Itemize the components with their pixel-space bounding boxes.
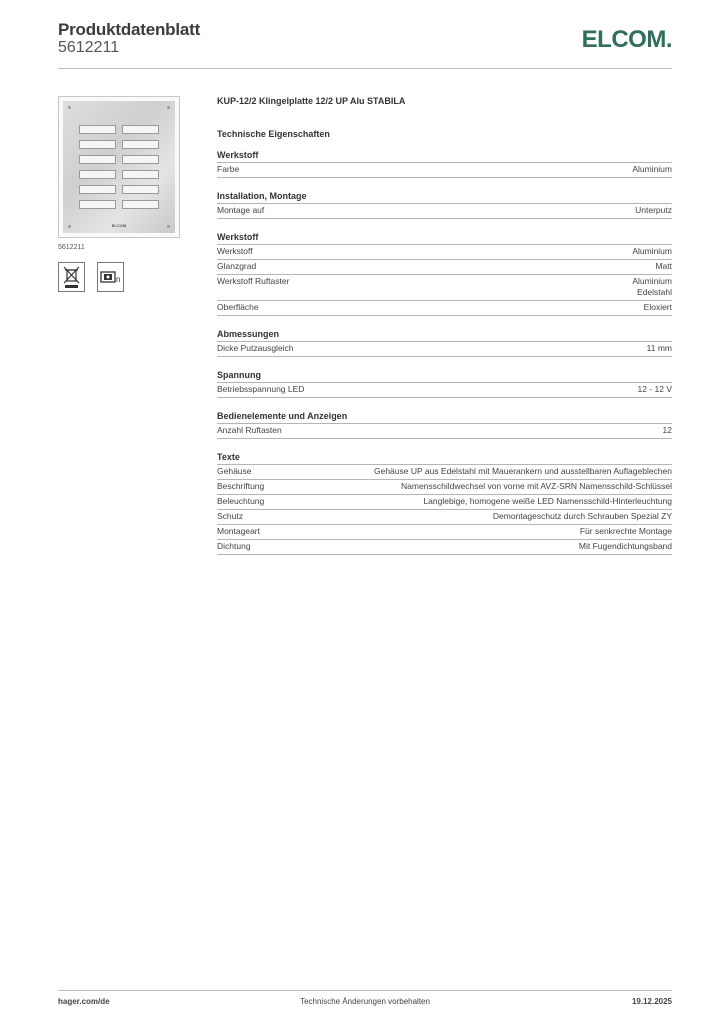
spec-section-title: Installation, Montage xyxy=(217,190,672,204)
spec-section-title: Werkstoff xyxy=(217,231,672,245)
spec-row xyxy=(217,510,672,525)
spec-label: Anzahl Ruftasten xyxy=(217,425,282,435)
bell-button xyxy=(122,155,159,164)
spec-value: Mit Fugendichtungsband xyxy=(578,541,672,551)
screw-icon xyxy=(167,106,170,109)
screw-icon xyxy=(68,106,71,109)
spec-section xyxy=(217,231,672,316)
footer-divider xyxy=(58,990,672,991)
spec-label: Glanzgrad xyxy=(217,261,257,271)
svg-text:n: n xyxy=(116,275,121,284)
product-details xyxy=(217,95,672,555)
spec-section-title: Bedienelemente und Anzeigen xyxy=(217,410,672,424)
spec-value: 11 mm xyxy=(646,343,672,353)
spec-label: Montageart xyxy=(217,526,260,536)
product-title: KUP-12/2 Klingelplatte 12/2 UP Alu STABILA xyxy=(217,96,406,106)
spec-row xyxy=(217,301,672,316)
spec-section xyxy=(217,451,672,555)
spec-row xyxy=(217,342,672,357)
header-divider xyxy=(58,68,672,69)
article-number: 5612211 xyxy=(58,39,120,56)
technical-properties-heading: Technische Eigenschaften xyxy=(217,129,330,139)
spec-value: Aluminium xyxy=(632,164,672,174)
spec-label: Beleuchtung xyxy=(217,496,265,506)
spec-label: Dicke Putzausgleich xyxy=(217,343,294,353)
spec-label: Gehäuse xyxy=(217,466,252,476)
bell-button xyxy=(122,200,159,209)
bell-button xyxy=(79,155,116,164)
bell-button xyxy=(122,170,159,179)
spec-row xyxy=(217,480,672,495)
spec-value: 12 xyxy=(662,425,672,435)
led-illumination-icon xyxy=(97,262,124,292)
bell-button xyxy=(79,140,116,149)
bell-button xyxy=(79,125,116,134)
spec-sections xyxy=(217,149,672,555)
spec-row xyxy=(217,540,672,555)
bell-button xyxy=(122,185,159,194)
elcom-logo: ELCOM. xyxy=(581,26,672,53)
spec-label: Beschriftung xyxy=(217,481,265,491)
spec-value: Langlebige, homogene weiße LED Namensschild-Hinterleuchtung xyxy=(423,496,672,506)
bell-button xyxy=(79,200,116,209)
document-title: Produktdatenblatt xyxy=(58,20,201,39)
bell-button xyxy=(122,140,159,149)
product-image xyxy=(58,96,180,238)
spec-section-title: Abmessungen xyxy=(217,328,672,342)
bell-button xyxy=(79,185,116,194)
spec-row xyxy=(217,260,672,275)
spec-section-title: Werkstoff xyxy=(217,149,672,163)
bell-button xyxy=(122,125,159,134)
spec-value: Matt xyxy=(655,261,672,271)
page-footer xyxy=(58,997,672,1011)
spec-row xyxy=(217,245,672,260)
spec-value: Eloxiert xyxy=(643,302,672,312)
footer-disclaimer: Technische Änderungen vorbehalten xyxy=(300,997,430,1006)
spec-label: Schutz xyxy=(217,511,243,521)
spec-label: Werkstoff xyxy=(217,246,253,256)
weee-crossed-bin-icon xyxy=(58,262,85,292)
footer-date: 19.12.2025 xyxy=(631,997,672,1006)
spec-value: Aluminium xyxy=(632,246,672,256)
spec-value: Unterputz xyxy=(635,205,672,215)
spec-label: Dichtung xyxy=(217,541,251,551)
spec-row xyxy=(217,275,672,301)
spec-section xyxy=(217,149,672,178)
spec-row xyxy=(217,495,672,510)
spec-section xyxy=(217,369,672,398)
spec-value: 12 - 12 V xyxy=(637,384,672,394)
spec-section xyxy=(217,190,672,219)
spec-label: Oberfläche xyxy=(217,302,259,312)
spec-row xyxy=(217,163,672,178)
spec-label: Farbe xyxy=(217,164,240,174)
spec-value: Namensschildwechsel von vorne mit AVZ-SRN Namensschild-Schlüssel xyxy=(401,481,672,491)
plate-brand-label: ELCOM xyxy=(111,223,127,228)
spec-row xyxy=(217,424,672,439)
spec-section xyxy=(217,328,672,357)
spec-value: Gehäuse UP aus Edelstahl mit Mauerankern und ausstellbaren Auflageblechen xyxy=(373,466,672,476)
image-caption: 5612211 xyxy=(58,244,85,251)
spec-value: Aluminium Edelstahl xyxy=(632,276,672,297)
spec-label: Betriebsspannung LED xyxy=(217,384,305,394)
spec-row xyxy=(217,525,672,540)
bell-button xyxy=(79,170,116,179)
spec-value: Demontageschutz durch Schrauben Spezial ZY xyxy=(492,511,672,521)
spec-section xyxy=(217,410,672,439)
bell-plate-illustration xyxy=(63,101,175,233)
footer-website: hager.com/de xyxy=(58,997,110,1006)
spec-section-title: Texte xyxy=(217,451,672,465)
spec-row xyxy=(217,204,672,219)
spec-label: Montage auf xyxy=(217,205,265,215)
spec-row xyxy=(217,383,672,398)
spec-value: Für senkrechte Montage xyxy=(579,526,672,536)
spec-row xyxy=(217,465,672,480)
spec-label: Werkstoff Ruftaster xyxy=(217,276,290,286)
spec-section-title: Spannung xyxy=(217,369,672,383)
page-header xyxy=(58,20,672,70)
